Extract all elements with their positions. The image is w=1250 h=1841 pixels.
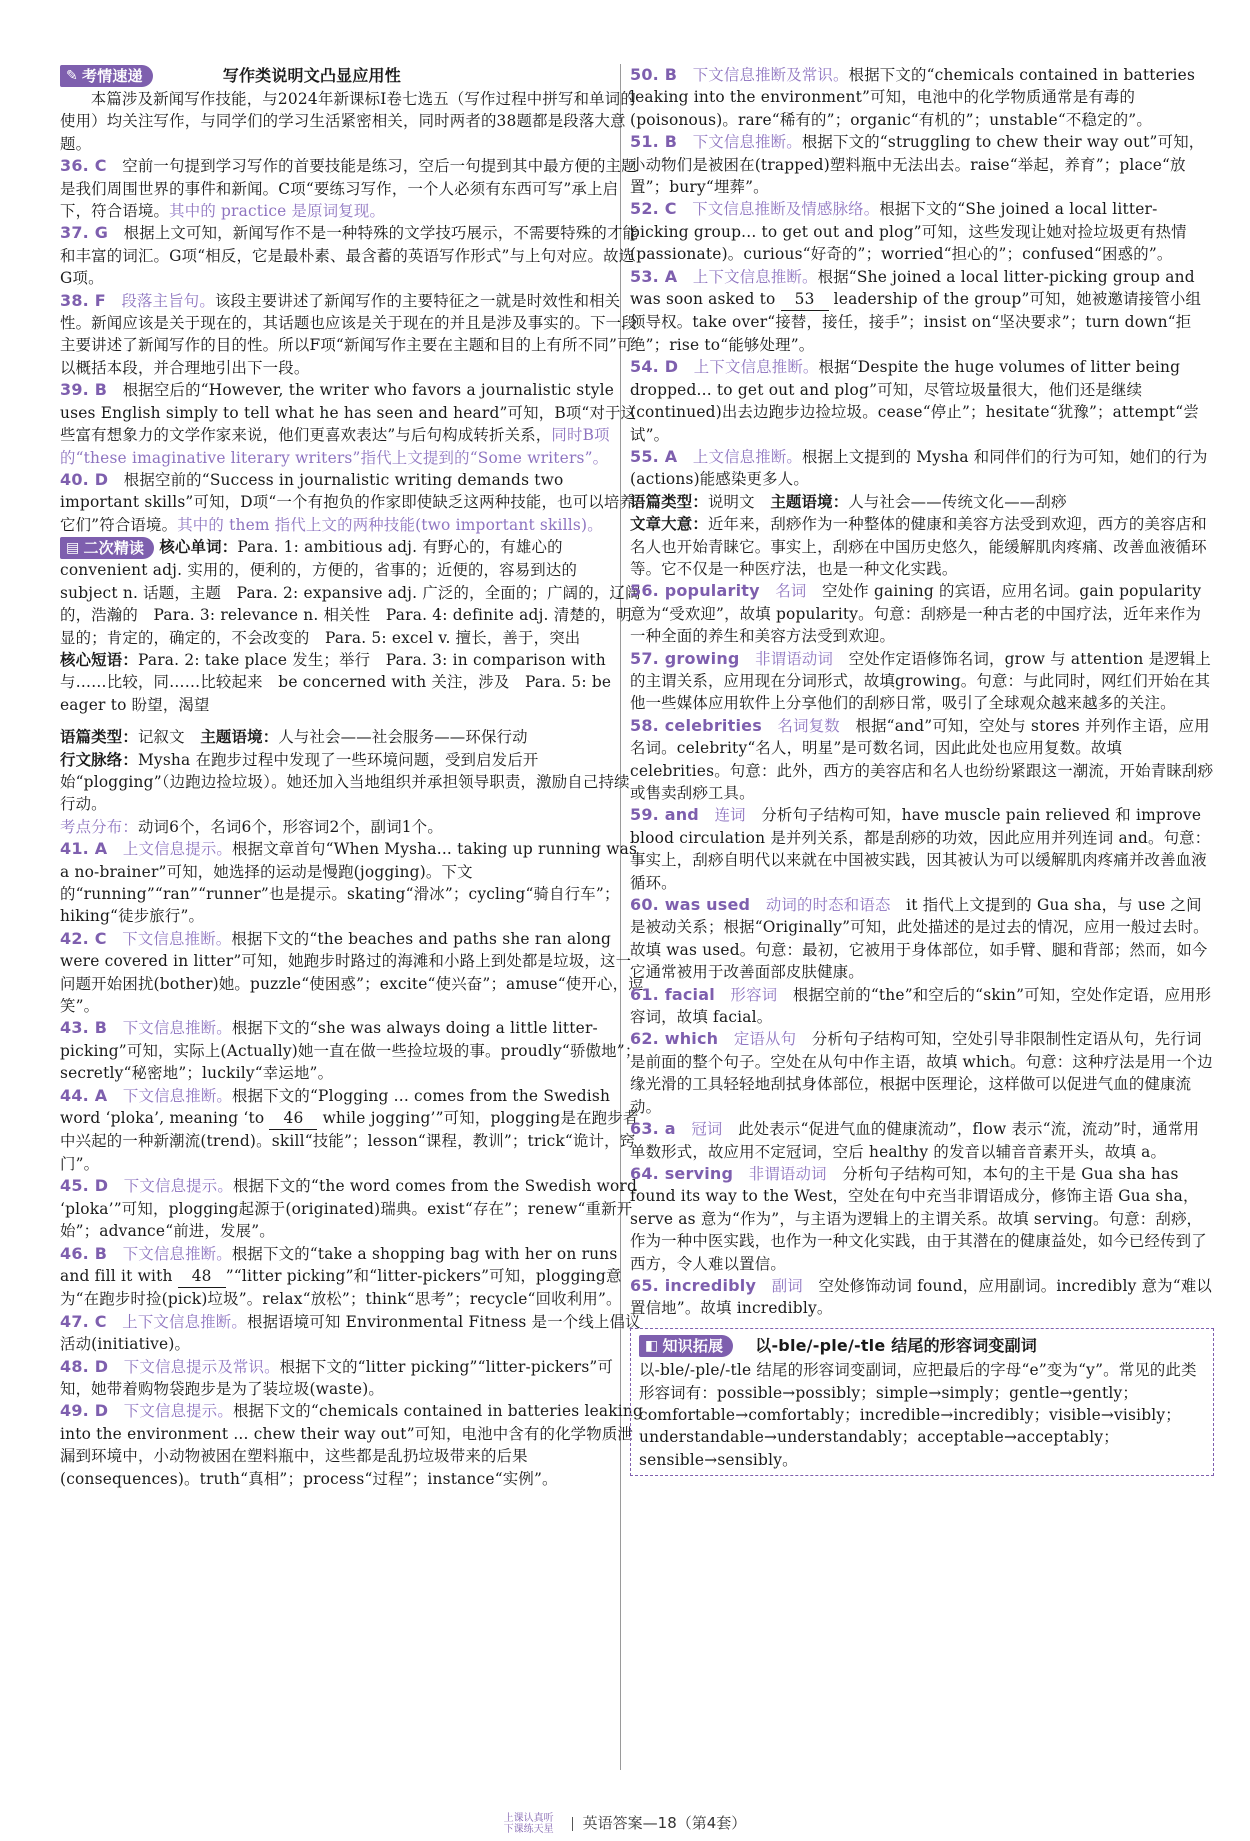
answer-37: 37. G 根据上文可知，新闻写作不是一种特殊的文学技巧展示，不需要特殊的才能和丰富的词汇。G项“相反，它是最朴素、最含蓄的英语写作形式”与上句对应。故选G项。 — [60, 223, 639, 288]
answer-56: 56. popularity 名词 空处作 gaining 的宾语，应用名词。gain popularity意为“受欢迎”，故填 popularity。句意：刮痧是一种古老的中国疗法，近年来作为一种全面的养生和美容方法受到欢迎。 — [630, 581, 1202, 646]
section-tag-exam-info: ✎ 考情速递 — [60, 65, 153, 87]
brand-logo: 上课认真听 下课练天星 — [503, 1812, 554, 1835]
passage3-gist: 文章大意：近年来，刮痧作为一种整体的健康和美容方法受到欢迎，西方的美容店和名人也开始青睐它。事实上，刮痧在中国历史悠久，能缓解肌肉疼痛、改善血液循环等。它不仅是一种医疗法，也是一种文化实践。 — [630, 515, 1207, 578]
answer-63: 63. a 冠词 此处表示“促进气血的健康流动”，flow 表示“流，流动”时，通常用单数形式，故应用不定冠词，空后 healthy 的发音以辅音音素开头，故填 a。 — [630, 1119, 1200, 1161]
answer-55: 55. A 上文信息推断。根据上文提到的 Mysha 和同伴们的行为可知，她们的行为(actions)能感染更多人。 — [630, 446, 1208, 489]
answer-51: 51. B 下文信息推断。根据下文的“struggling to chew their way out”可知，小动物们是被困在(trapped)塑料瓶中无法出去。raise“举起，养育”；place“放置”；bury“埋葬”。 — [630, 132, 1205, 197]
section-tag-reread: ▤ 二次精读 — [60, 537, 154, 559]
writing-title: 写作类说明文凸显应用性 — [222, 65, 401, 85]
blank-48: 48 — [178, 1265, 226, 1288]
answer-59: 59. and 连词 分析句子结构可知，have muscle pain relieved 和 improve blood circulation 是并列关系，都是刮痧的功效，因此应用并列连词 and。句意：事实上，刮痧自明代以来就在中国被实践，因其被认为可以缓解肌肉疼痛并改善血液循环。 — [630, 805, 1211, 892]
answer-40: 40. D 根据空前的“Success in journalistic writing demands two important skills”可知，D项“一个有抱负的作家即使缺乏这两种技能，也可以培养它们”符合语境。其中的 them 指代上文的两种技能(two important skills)。 — [60, 469, 636, 534]
answer-57: 57. growing 非谓语动词 空处作定语修饰名词，grow 与 attention 是逻辑上的主谓关系，应用现在分词形式，故填growing。句意：与此同时，网红们开始在其他一些媒体应用软件上分享他们的刮痧日常，吸引了全球观众越来越多的关注。 — [630, 648, 1211, 713]
answer-65: 65. incredibly 副词 空处修饰动词 found，应用副词。incredibly 意为“难以置信地”。故填 incredibly。 — [630, 1275, 1213, 1318]
answer-38: 38. F 段落主旨句。该段主要讲述了新闻写作的主要特征之一就是时效性和相关性。新闻应该是关于现在的，其话题也应该是关于现在的并且是涉及事实的。下一段主要讲述了新闻写作的目的性。所以F项“新闻写作主要在主题和目的上有所不同”可以概括本段，并合理地引出下一段。 — [60, 290, 637, 377]
answer-46: 46. B 下文信息推断。根据下文的“take a shopping bag with her on runs and fill it with 48 ”“litter picking”和“litter-pickers”可知，plogging意为“在跑步时捡(pick)垃圾”。relax“放松”；think“思考”；recycle“回收利用”。 — [60, 1243, 622, 1309]
answer-42: 42. C 下文信息推断。根据下文的“the beaches and paths she ran along were covered in litter”可知，她跑步时路过的海滩和小路上到处都是垃圾，这一问题开始困扰(bother)她。puzzle“使困惑”；excite“使兴奋”；amuse“使开心，逗笑”。 — [60, 928, 644, 1016]
blank-53: 53 — [781, 288, 829, 311]
answer-45: 45. D 下文信息提示。根据下文的“the word comes from the Swedish word ‘ploka’”可知，plogging起源于(originated)瑞典。exist“存在”；renew“重新开始”；advance“前进，发展”。 — [60, 1176, 638, 1241]
passage2-distribution: 考点分布：动词6个，名词6个，形容词2个，副词1个。 — [60, 817, 443, 836]
answer-62: 62. which 定语从句 分析句子结构可知，空处引导非限制性定语从句，先行词是前面的整个句子。空处在从句中作主语，故填 which。句意：这种疗法是用一个边缘光滑的工具轻轻地刮拭身体部位，根据中医理论，这样做可以促进气血的健康流动。 — [630, 1029, 1213, 1116]
answer-50: 50. B 下文信息推断及常识。根据下文的“chemicals contained in batteries leaking into the environment”可知，电池中的化学物质通常是有毒的(poisonous)。rare“稀有的”；organic“有机的”；unstable“不稳定的”。 — [630, 65, 1196, 129]
answer-43: 43. B 下文信息推断。根据下文的“she was always doing a little litter-picking”可知，实际上(Actually)她一直在做一些捡垃圾的事。proudly“骄傲地”；secretly“秘密地”；luckily“幸运地”。 — [60, 1018, 641, 1083]
answer-58: 58. celebrities 名词复数 根据“and”可知，空处与 stores 并列作主语，应用名词。celebrity“名人，明星”是可数名词，因此此处也应用复数。故填 celebrities。句意：此外，西方的美容店和名人也纷纷紧跟这一潮流，开始青睐刮痧或售卖刮痧工具。 — [630, 715, 1214, 802]
pen-icon: ✎ — [66, 67, 78, 84]
answer-47: 47. C 上下文信息推断。根据语境可知 Environmental Fitness 是一个线上倡议活动(initiative)。 — [60, 1311, 641, 1354]
passage2-type: 语篇类型：记叙文 主题语境：人与社会——社会服务——环保行动 — [60, 728, 528, 747]
answer-39: 39. B 根据空后的“However, the writer who favors a journalistic style uses English simply to tell what he has seen and heard”可知，B项“对于这些富有想象力的文学作家来说，他们更喜欢表达”与后句构成转折关系，同时B项的“these imaginative literary writers”指代上文提到的“Some writers”。 — [60, 380, 637, 467]
answer-41: 41. A 上文信息提示。根据文章首句“When Mysha... taking up running was a no-brainer”可知，她选择的运动是慢跑(jogging)。下文的“running”“ran”“runner”也是提示。skating“滑冰”；cycling“骑自行车”；hiking“徒步旅行”。 — [60, 839, 638, 926]
answer-54: 54. D 上下文信息推断。根据“Despite the huge volumes of litter being dropped... to get out and plog”可知，尽管垃圾量很大，他们还是继续(continued)出去边跑步边捡垃圾。cease“停止”；hesitate“犹豫”；attempt“尝试”。 — [630, 357, 1199, 444]
answer-61: 61. facial 形容词 根据空前的“the”和空后的“skin”可知，空处作定语，应用形容词，故填 facial。 — [630, 984, 1212, 1027]
answer-44: 44. A 下文信息推断。根据下文的“Plogging ... comes from the Swedish word ‘ploka’, meaning ‘to 46 while jogging’”可知，plogging是在跑步者中兴起的一种新潮流(trend)。skill“技能”；lesson“课程，教训”；trick“诡计，窍门”。 — [60, 1085, 639, 1173]
answer-52: 52. C 下文信息推断及情感脉络。根据下文的“She joined a local litter-picking group... to get out and plog”可知，这些发现让她对捡垃圾更有热情(passionate)。curious“好奇的”；worried“担心的”；confused“困惑的”。 — [630, 199, 1187, 264]
left-column — [60, 64, 644, 1490]
section-tag-extension: ◧ 知识拓展 — [639, 1335, 733, 1357]
extension-text: 以-ble/-ple/-tle 结尾的形容词变副词，应把最后的字母“e”变为“y”。常见的此类形容词有：possible→possibly；simple→simply；gentle→gently；comfortable→comfortably；incredible→incredibly；visible→visibly；understandable→understandably；acceptable→acceptably；sensible→sensibly。 — [639, 1361, 1197, 1469]
answer-60: 60. was used 动词的时态和语态 it 指代上文提到的 Gua sha，与 use 之间是被动关系；根据“Originally”可知，此处描述的是过去的情况，应用一般过去时。故填 was used。句意：最初，它被用于身体部位，如手臂、腿和背部；然而，如今它通常被用于改善面部皮肤健康。 — [630, 895, 1209, 982]
blank-46: 46 — [269, 1107, 317, 1130]
answer-64: 64. serving 非谓语动词 分析句子结构可知，本句的主干是 Gua sha has found its way to the West，空处在句中充当非谓语成分，修饰主语 Gua sha，serve as 意为“作为”，与主语为逻辑上的主谓关系。故填 serving。句意：刮痧，作为一种中医实践，也作为一种文化实践，由于其潜在的健康益处，如今已经传到了西方，令人难以置信。 — [630, 1163, 1207, 1273]
passage2-outline: 行文脉络：Mysha 在跑步过程中发现了一些环境问题，受到启发后开始“plogging”（边跑边捡垃圾）。她还加入当地组织并承担领导职责，激励自己持续行动。 — [60, 750, 630, 814]
intro-paragraph: 本篇涉及新闻写作技能，与2024年新课标Ⅰ卷七选五（写作过程中拼写和单词的使用）均关注写作，与同学们的学习生活紧密相关，同时两者的38题都是段落大意题。 — [60, 90, 636, 153]
vocab-block: ▤ 二次精读 核心单词：Para. 1: ambitious adj. 有野心的，有雄心的 convenient adj. 实用的，便利的，方便的，省事的；近便的，容易到达的 subject n. 话题，主题 Para. 2: expansive adj. 广泛的，全面的；广阔的，辽阔的，浩瀚的 Para. 3: relevance n. 相关性 Para. 4: definite adj. 清楚的，明显的；肯定的，确定的，不会改变的 Para. 5: excel v. 擅长，善于，突出 — [60, 538, 641, 647]
page-number: 英语答案—18（第4套） — [582, 1814, 747, 1832]
answer-48: 48. D 下文信息提示及常识。根据下文的“litter picking”“litter-pickers”可知，她带着购物袋跑步是为了装垃圾(waste)。 — [60, 1356, 614, 1398]
knowledge-extension-box — [630, 1328, 1214, 1476]
phrase-block: 核心短语：Para. 2: take place 发生；举行 Para. 3: in comparison with 与……比较，同……比较起来 be concerned with 关注，涉及 Para. 5: be eager to 盼望，渴望 — [60, 650, 612, 714]
page-footer — [0, 1812, 1250, 1835]
book-icon: ▤ — [66, 540, 80, 557]
passage3-type: 语篇类型：说明文 主题语境：人与社会——传统文化——刮痧 — [630, 492, 1067, 511]
extension-title: 以-ble/-ple/-tle 结尾的形容词变副词 — [755, 1335, 1037, 1355]
answer-36: 36. C 空前一句提到学习写作的首要技能是练习，空后一句提到其中最方便的主题是我们周围世界的事件和新闻。C项“要练习写作，一个人必须有东西可写”承上启下，符合语境。其中的 practice 是原词复现。 — [60, 156, 637, 221]
bookmark-icon: ◧ — [645, 1337, 659, 1354]
answer-53: 53. A 上下文信息推断。根据“She joined a local litter-picking group and was soon asked to 53 leadership of the group”可知，她被邀请接管小组领导权。take over“接替，接任，接手”；insist on“坚决要求”；turn down“拒绝”；rise to“能够处理”。 — [630, 266, 1202, 354]
right-column — [630, 64, 1214, 1476]
answer-49: 49. D 下文信息提示。根据下文的“chemicals contained in batteries leaking into the environment ... chew their way out”可知，电池中含有的化学物质泄漏到环境中，小动物被困在塑料瓶中，这些都是乱扔垃圾带来的后果(consequences)。truth“真相”；process“过程”；instance“实例”。 — [60, 1401, 644, 1488]
